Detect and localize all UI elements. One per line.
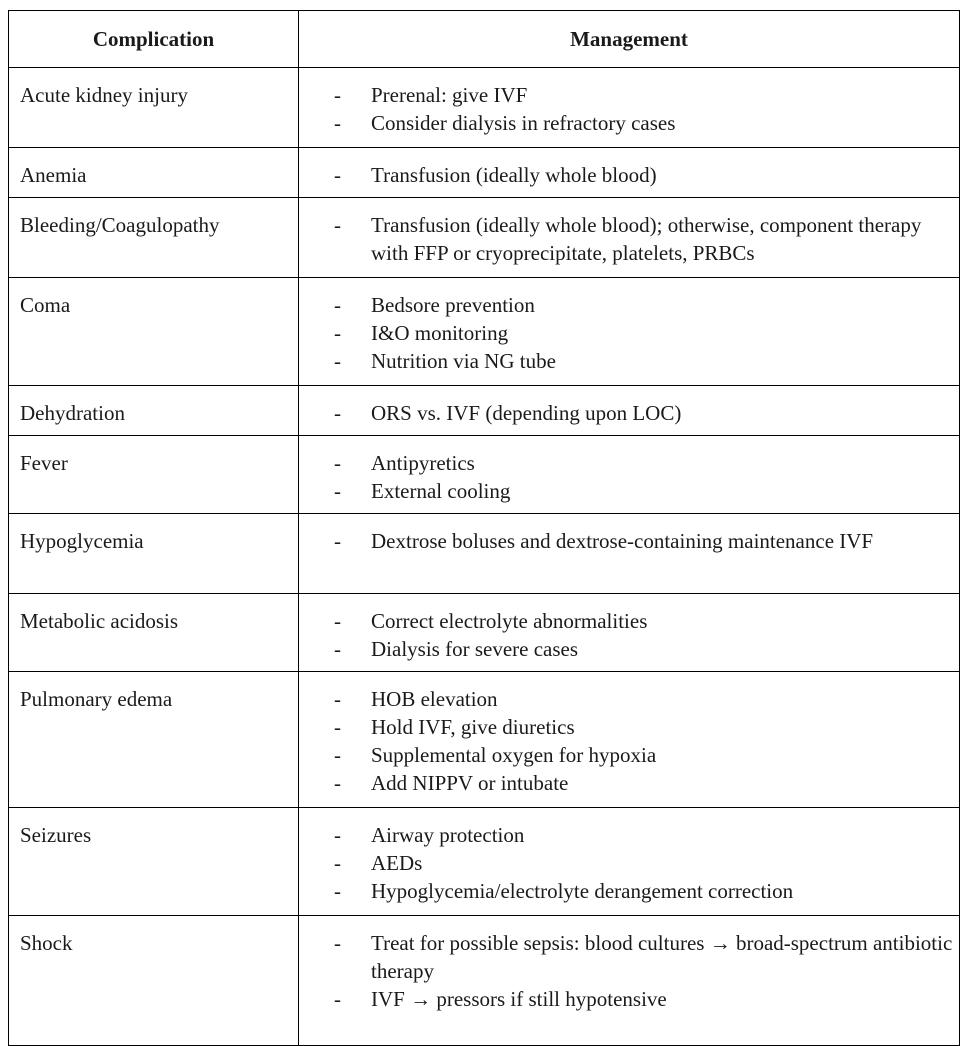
management-cell	[299, 808, 960, 916]
management-list	[309, 929, 953, 1013]
management-item	[309, 929, 953, 985]
management-list	[309, 399, 953, 427]
management-text: Correct electrolyte abnormalities	[371, 609, 648, 633]
management-item	[309, 161, 953, 189]
management-text: AEDs	[371, 851, 423, 875]
management-text: IVF → pressors if still hypotensive	[371, 987, 667, 1011]
management-item	[309, 109, 953, 137]
management-text: Supplemental oxygen for hypoxia	[371, 743, 657, 767]
table-row	[9, 514, 960, 594]
bullet-dash: -	[334, 609, 341, 633]
management-text: Transfusion (ideally whole blood); otherwise, component therapy with FFP or cryoprecipitate, platelets, PRBCs	[371, 213, 922, 265]
table-row	[9, 198, 960, 278]
complication-cell: Dehydration	[9, 386, 299, 436]
header-management: Management	[299, 11, 960, 68]
bullet-dash: -	[334, 213, 341, 237]
bullet-dash: -	[334, 401, 341, 425]
complication-cell: Shock	[9, 916, 299, 1046]
bullet-dash: -	[334, 321, 341, 345]
management-text: Add NIPPV or intubate	[371, 771, 569, 795]
management-list	[309, 161, 953, 189]
management-text: HOB elevation	[371, 687, 498, 711]
bullet-dash: -	[334, 987, 341, 1011]
bullet-dash: -	[334, 83, 341, 107]
management-cell	[299, 672, 960, 808]
management-text: Dextrose boluses and dextrose-containing maintenance IVF	[371, 529, 874, 553]
bullet-dash: -	[334, 879, 341, 903]
complication-cell: Hypoglycemia	[9, 514, 299, 594]
management-item	[309, 477, 953, 505]
management-list	[309, 821, 953, 905]
management-item	[309, 635, 953, 663]
bullet-dash: -	[334, 931, 341, 955]
management-text: Airway protection	[371, 823, 525, 847]
table-row	[9, 68, 960, 148]
management-item	[309, 347, 953, 375]
management-item	[309, 291, 953, 319]
management-cell	[299, 386, 960, 436]
management-item	[309, 319, 953, 347]
management-list	[309, 685, 953, 797]
management-text: I&O monitoring	[371, 321, 509, 345]
management-text: Consider dialysis in refractory cases	[371, 111, 676, 135]
table-row	[9, 386, 960, 436]
bullet-dash: -	[334, 637, 341, 661]
management-cell	[299, 198, 960, 278]
table-row	[9, 808, 960, 916]
management-text: ORS vs. IVF (depending upon LOC)	[371, 401, 682, 425]
bullet-dash: -	[334, 687, 341, 711]
management-item	[309, 449, 953, 477]
bullet-dash: -	[334, 771, 341, 795]
management-text: Nutrition via NG tube	[371, 349, 556, 373]
table-body	[9, 68, 960, 1046]
management-item	[309, 527, 953, 555]
table-row	[9, 148, 960, 198]
complication-cell: Anemia	[9, 148, 299, 198]
table-row	[9, 278, 960, 386]
bullet-dash: -	[334, 479, 341, 503]
bullet-dash: -	[334, 451, 341, 475]
management-list	[309, 81, 953, 137]
table-row	[9, 916, 960, 1046]
management-item	[309, 741, 953, 769]
complication-cell: Metabolic acidosis	[9, 594, 299, 672]
management-item	[309, 399, 953, 427]
bullet-dash: -	[334, 851, 341, 875]
management-text: External cooling	[371, 479, 511, 503]
management-item	[309, 713, 953, 741]
table-row	[9, 672, 960, 808]
management-cell	[299, 436, 960, 514]
bullet-dash: -	[334, 743, 341, 767]
management-item	[309, 211, 953, 267]
complications-table	[8, 10, 960, 1046]
management-text: Antipyretics	[371, 451, 475, 475]
management-item	[309, 607, 953, 635]
management-list	[309, 607, 953, 663]
management-text: Hold IVF, give diuretics	[371, 715, 575, 739]
bullet-dash: -	[334, 823, 341, 847]
management-cell	[299, 278, 960, 386]
management-item	[309, 877, 953, 905]
complication-cell: Seizures	[9, 808, 299, 916]
management-list	[309, 211, 953, 267]
management-item	[309, 985, 953, 1013]
management-cell	[299, 68, 960, 148]
complication-cell: Fever	[9, 436, 299, 514]
management-text: Bedsore prevention	[371, 293, 535, 317]
header-complication: Complication	[9, 11, 299, 68]
management-text: Hypoglycemia/electrolyte derangement correction	[371, 879, 794, 903]
management-cell	[299, 594, 960, 672]
complication-cell: Pulmonary edema	[9, 672, 299, 808]
bullet-dash: -	[334, 529, 341, 553]
management-item	[309, 769, 953, 797]
management-cell	[299, 916, 960, 1046]
management-text: Transfusion (ideally whole blood)	[371, 163, 657, 187]
complication-cell: Coma	[9, 278, 299, 386]
bullet-dash: -	[334, 293, 341, 317]
management-cell	[299, 514, 960, 594]
management-text: Dialysis for severe cases	[371, 637, 579, 661]
management-list	[309, 527, 953, 555]
management-text: Prerenal: give IVF	[371, 83, 528, 107]
management-item	[309, 81, 953, 109]
management-cell	[299, 148, 960, 198]
bullet-dash: -	[334, 111, 341, 135]
management-item	[309, 685, 953, 713]
management-item	[309, 849, 953, 877]
bullet-dash: -	[334, 163, 341, 187]
table-row	[9, 436, 960, 514]
header-row	[9, 11, 960, 68]
bullet-dash: -	[334, 349, 341, 373]
complication-cell: Bleeding/Coagulopathy	[9, 198, 299, 278]
management-list	[309, 449, 953, 505]
complication-cell: Acute kidney injury	[9, 68, 299, 148]
table-row	[9, 594, 960, 672]
management-item	[309, 821, 953, 849]
management-text: Treat for possible sepsis: blood cultures → broad-spectrum antibiotic therapy	[371, 931, 953, 983]
management-list	[309, 291, 953, 375]
bullet-dash: -	[334, 715, 341, 739]
